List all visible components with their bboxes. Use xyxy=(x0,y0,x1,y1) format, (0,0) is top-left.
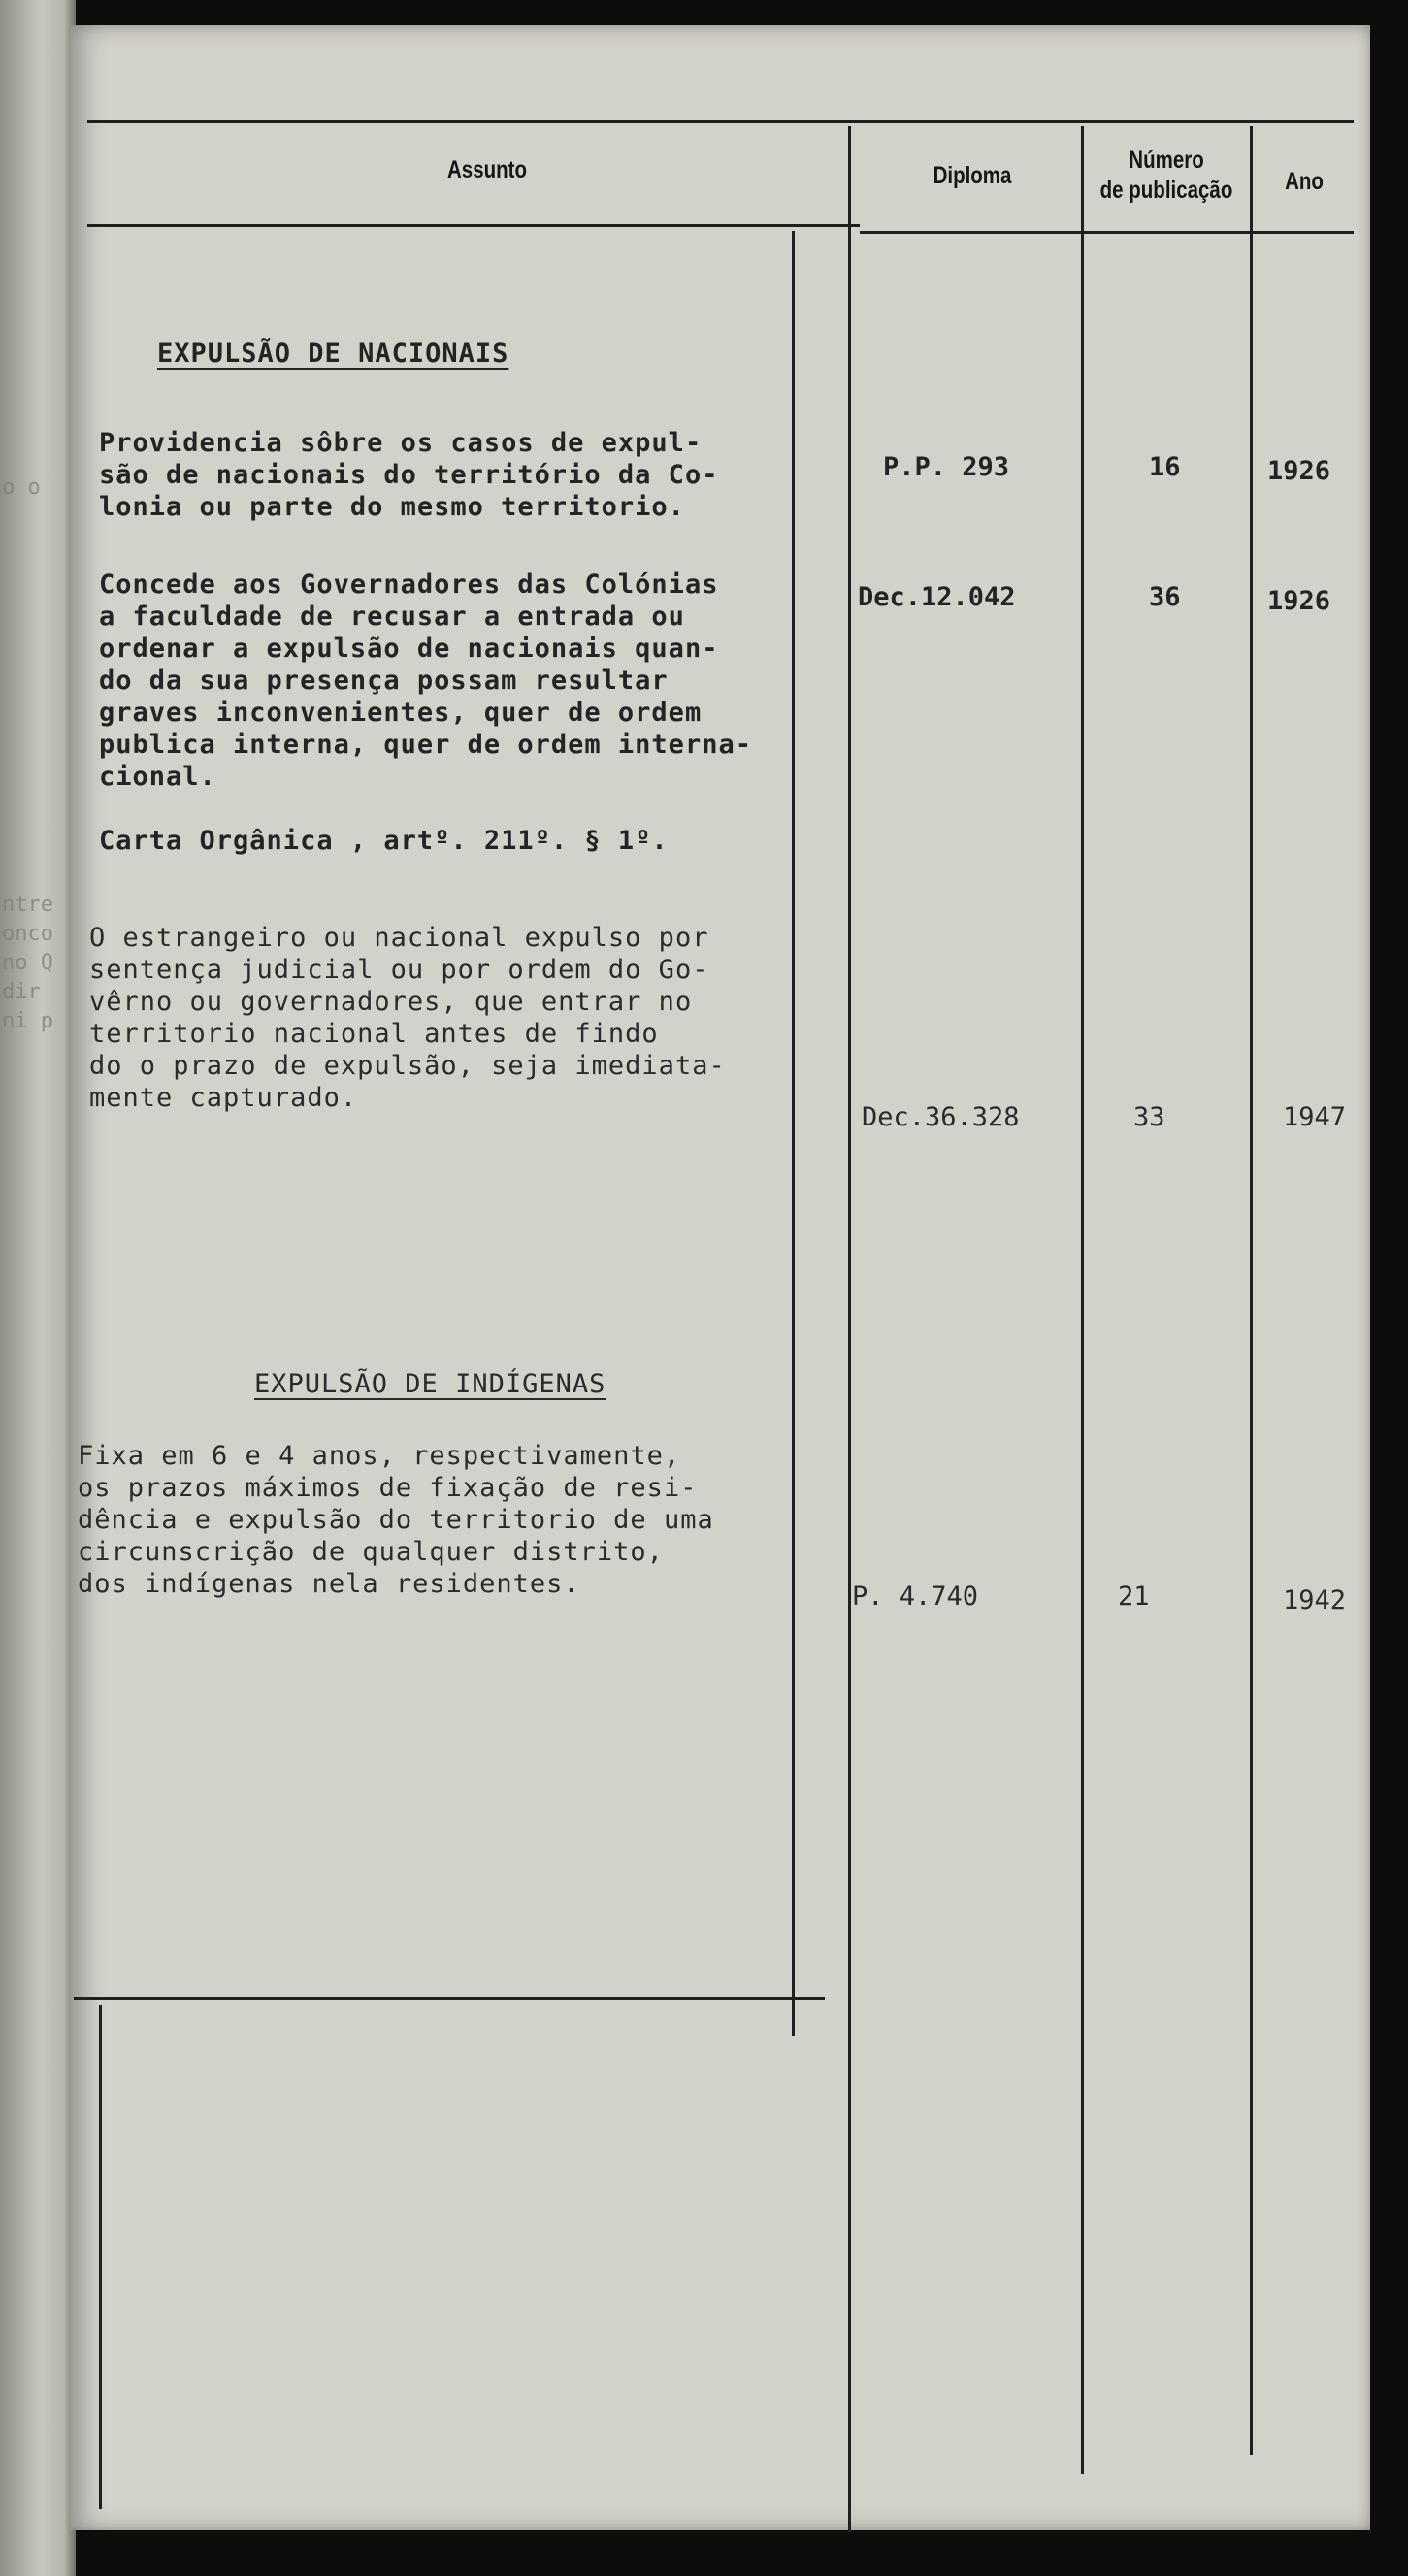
entry-numero: 33 xyxy=(1133,1102,1165,1132)
entry-text: Providencia sôbre os casos de expul- são de nacionais do território da Co- lonia ou parte do mesmo territorio. xyxy=(99,428,719,522)
entry-ano: 1942 xyxy=(1283,1585,1347,1615)
assunto-bottom-rule xyxy=(74,1997,825,2000)
header-diploma: Diploma xyxy=(933,162,1012,189)
section-heading: EXPULSÃO DE NACIONAIS xyxy=(157,339,509,369)
entry-diploma: P.P. 293 xyxy=(883,452,1010,482)
header-ano: Ano xyxy=(1285,168,1324,195)
section-heading: EXPULSÃO DE INDÍGENAS xyxy=(254,1369,606,1399)
entry-numero: 21 xyxy=(1118,1581,1150,1612)
entry-diploma: Dec.36.328 xyxy=(862,1102,1020,1132)
entry-ano: 1926 xyxy=(1267,456,1331,486)
header-numero: Número de publicação xyxy=(1099,147,1233,204)
header-assunto: Assunto xyxy=(447,156,527,183)
entry-ano: 1947 xyxy=(1283,1102,1347,1132)
inner-text-margin-line xyxy=(792,231,795,2036)
header-bottom-rule-assunto xyxy=(87,224,860,227)
adjacent-page-edge: ntre onco no Q dir ni p o o xyxy=(0,0,76,2576)
entry-diploma: Dec.12.042 xyxy=(858,582,1016,612)
entry-numero: 36 xyxy=(1149,582,1181,612)
column-divider-ano xyxy=(1250,126,1253,2455)
ledger-sheet xyxy=(70,25,1370,2530)
entry-text: Fixa em 6 e 4 anos, respectivamente, os prazos máximos de fixação de resi- dência e expulsão do territorio de uma circunscrição de qualquer distrito, dos indígenas nela residentes. xyxy=(78,1441,714,1599)
left-margin-line xyxy=(99,2005,102,2509)
entry-text: O estrangeiro ou nacional expulso por sentença judicial ou por ordem do Go- vêrno ou governadores, que entrar no territorio nacional antes de findo do o prazo de expulsão, seja imediata- mente capturado. xyxy=(89,923,726,1113)
entry-diploma: P. 4.740 xyxy=(852,1581,979,1612)
column-divider-diploma xyxy=(848,126,851,2532)
header-bottom-rule-right xyxy=(860,231,1354,234)
top-rule xyxy=(87,120,1354,123)
column-divider-numero xyxy=(1081,126,1084,2474)
entry-text: Concede aos Governadores das Colónias a faculdade de recusar a entrada ou ordenar a expulsão de nacionais quan- do da sua presença possam resultar graves inconvenientes, quer de ordem publica interna, quer de ordem interna- cional. xyxy=(99,570,752,792)
entry-numero: 16 xyxy=(1149,452,1181,482)
entry-text: Carta Orgânica , artº. 211º. § 1º. xyxy=(99,826,669,856)
entry-ano: 1926 xyxy=(1267,586,1331,616)
